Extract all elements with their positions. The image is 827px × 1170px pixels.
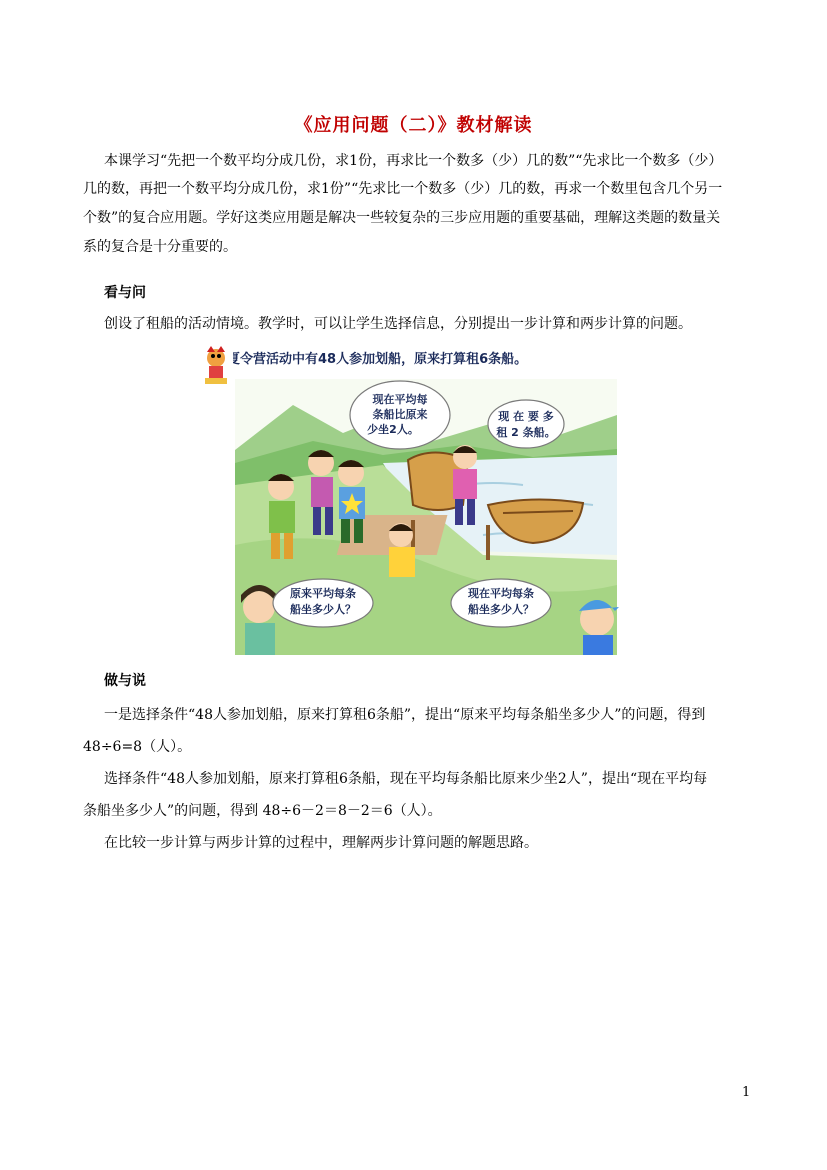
section2-p2-line2: 条船坐多少人”的问题，得到 48÷6－2＝8－2＝6（人）。 [83, 803, 442, 819]
svg-text:船坐多少人？: 船坐多少人？ [290, 603, 356, 616]
section2-p1-line2: 48÷6=8（人）。 [83, 739, 192, 755]
svg-text:现在平均每条: 现在平均每条 [468, 587, 534, 600]
section-heading-look-and-ask: 看与问 [104, 285, 146, 301]
speech-bubble-3 [273, 579, 373, 627]
speech-bubble-2 [488, 400, 564, 448]
svg-text:少坐2人。: 少坐2人。 [367, 423, 419, 436]
intro-line-3: 个数”的复合应用题。学好这类应用题是解决一些较复杂的三步应用题的重要基础，理解这类题的数量关 [83, 210, 721, 226]
svg-text:现 在 要 多: 现 在 要 多 [498, 410, 554, 423]
section-heading-do-and-say: 做与说 [104, 673, 146, 689]
speech-bubble-4 [451, 579, 551, 627]
speech-bubble-1 [350, 381, 450, 449]
intro-line-1: 本课学习“先把一个数平均分成几份，求1份，再求比一个数多（少）几的数”“先求比一个数多（少） [104, 153, 723, 169]
document-title: 《应用问题（二）》教材解读 [294, 115, 533, 136]
section2-p1-line1: 一是选择条件“48人参加划船，原来打算租6条船”，提出“原来平均每条船坐多少人”的问题，得到 [104, 707, 706, 723]
svg-text:原来平均每条: 原来平均每条 [290, 587, 356, 600]
intro-line-2: 几的数，再把一个数平均分成几份，求1份”“先求比一个数多（少）几的数，再求一个数里包含几个另一 [83, 181, 723, 197]
svg-text:租 2 条船。: 租 2 条船。 [496, 426, 556, 439]
mascot-icon [201, 346, 231, 386]
page-number: 1 [742, 1085, 751, 1100]
svg-text:船坐多少人？: 船坐多少人？ [468, 603, 534, 616]
boating-illustration [233, 345, 619, 655]
section2-p3: 在比较一步计算与两步计算的过程中，理解两步计算问题的解题思路。 [104, 835, 538, 851]
svg-text:夏令营活动中有48人参加划船，原来打算租6条船。: 夏令营活动中有48人参加划船，原来打算租6条船。 [233, 352, 528, 367]
intro-line-4: 系的复合是十分重要的。 [83, 239, 237, 255]
svg-text:现在平均每: 现在平均每 [372, 393, 428, 406]
section2-p2-line1: 选择条件“48人参加划船，原来打算租6条船，现在平均每条船比原来少坐2人”，提出“现在平均每 [104, 771, 708, 787]
section1-text: 创设了租船的活动情境。教学时，可以让学生选择信息，分别提出一步计算和两步计算的问题。 [104, 316, 692, 332]
svg-text:条船比原来: 条船比原来 [372, 408, 428, 421]
